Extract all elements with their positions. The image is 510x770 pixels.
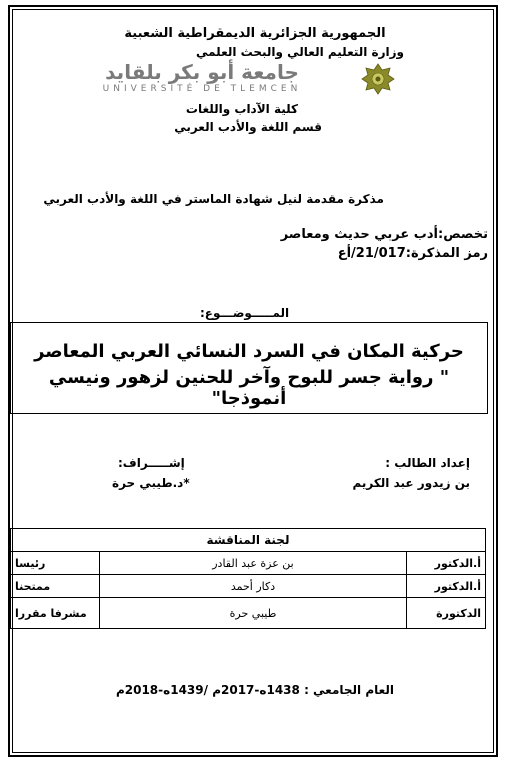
republic-title: الجمهورية الجزائرية الديمقراطية الشعبية [124, 26, 386, 41]
committee-header-row [11, 529, 486, 552]
university-name-ar: جامعة أبو بكر بلقايد [105, 60, 299, 84]
academic-year: العام الجامعي : 1438ه-2017م /1439ه-2018م [115, 683, 395, 697]
university-emblem-icon [360, 62, 396, 96]
table-row [11, 552, 486, 575]
committee-member-name: بن عزة عبد القادر [100, 552, 407, 575]
table-row [11, 598, 486, 629]
memo-code: رمز المذكرة:21/017/أع [337, 246, 488, 261]
student-name: بن زيدور عبد الكريم [352, 476, 470, 490]
department-name: قسم اللغة والأدب العربي [174, 120, 322, 134]
committee-status: ممتحنا [11, 575, 100, 598]
student-label: إعداد الطالب : [385, 456, 470, 470]
committee-role: الدكتورة [407, 598, 486, 629]
ministry-title: وزارة التعليم العالي والبحث العلمي [195, 45, 405, 59]
committee-title: لجنة المناقشة [11, 529, 486, 552]
supervisor-label: إشـــــراف: [118, 456, 185, 470]
topic-title-line2: " رواية جسر للبوح وآخر للحنين لزهور ونيسي أنموذجا" [48, 367, 450, 409]
table-row [11, 575, 486, 598]
supervisor-name: *د.طيبي حرة [112, 476, 190, 490]
committee-status: رئيسا [11, 552, 100, 575]
memo-purpose: مذكرة مقدمة لنيل شهادة الماستر في اللغة والأدب العربي [43, 192, 384, 206]
committee-table [10, 528, 486, 629]
university-name-fr: UNIVERSITÉ DE TLEMCEN [102, 84, 302, 94]
committee-role: أ.الدكتور [407, 552, 486, 575]
committee-status: مشرفا مقررا [11, 598, 100, 629]
committee-member-name: دكار أحمد [100, 575, 407, 598]
specialty: تخصص:أدب عربي حديث ومعاصر [280, 227, 488, 242]
topic-title-line1: حركية المكان في السرد النسائي العربي المعاصر [34, 341, 464, 362]
committee-role: أ.الدكتور [407, 575, 486, 598]
topic-box [10, 322, 488, 414]
topic-label: المـــــوضـــوع: [200, 306, 290, 320]
faculty-name: كلية الآداب واللغات [185, 102, 298, 116]
committee-member-name: طيبي حرة [100, 598, 407, 629]
